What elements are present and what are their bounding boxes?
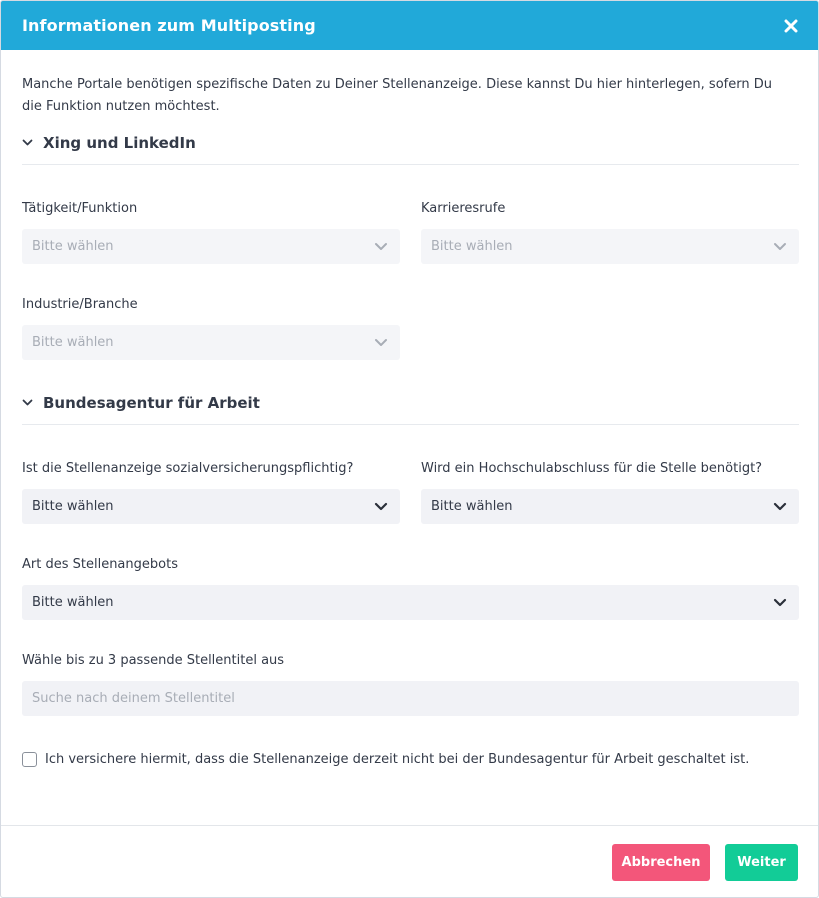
- label-stellentitel: Wähle bis zu 3 passende Stellentitel aus: [22, 653, 285, 668]
- label-stellenangebot: Art des Stellenangebots: [22, 557, 178, 572]
- modal-header: [1, 1, 818, 50]
- chevron-down-icon: [22, 137, 34, 149]
- chevron-down-icon: [773, 239, 789, 255]
- next-button[interactable]: Weiter: [725, 844, 798, 881]
- chevron-down-icon: [773, 595, 789, 611]
- section-header-ba[interactable]: [22, 389, 799, 425]
- chevron-down-icon: [22, 397, 34, 409]
- label-hochschulabschluss: Wird ein Hochschulabschluss für die Stelle benötigt?: [421, 461, 763, 476]
- stellentitel-search-input[interactable]: [22, 681, 799, 716]
- section-title-ba: Bundesagentur für Arbeit: [43, 393, 260, 412]
- select-value: Bitte wählen: [431, 499, 513, 514]
- label-karrieresrufe: Karrieresrufe: [421, 201, 506, 216]
- label-industrie: Industrie/Branche: [22, 297, 138, 312]
- select-taetigkeit[interactable]: [22, 229, 400, 264]
- label-taetigkeit: Tätigkeit/Funktion: [22, 201, 138, 216]
- select-stellenangebot[interactable]: [22, 585, 799, 620]
- select-value: Bitte wählen: [32, 595, 114, 610]
- chevron-down-icon: [374, 335, 390, 351]
- chevron-down-icon: [374, 499, 390, 515]
- select-industrie[interactable]: [22, 325, 400, 360]
- select-value: Bitte wählen: [32, 239, 114, 254]
- chevron-down-icon: [374, 239, 390, 255]
- select-value: Bitte wählen: [431, 239, 513, 254]
- select-karrieresrufe[interactable]: [421, 229, 799, 264]
- select-hochschulabschluss[interactable]: [421, 489, 799, 524]
- intro-text: Manche Portale benötigen spezifische Daten zu Deiner Stellenanzeige. Diese kannst Du hier hinterlegen, sofern Du die Funktion nutzen möchtest.: [22, 77, 772, 114]
- close-icon: [784, 19, 798, 33]
- section-header-xing[interactable]: [22, 129, 799, 165]
- select-value: Bitte wählen: [32, 499, 114, 514]
- section-title-xing: Xing und LinkedIn: [43, 133, 196, 152]
- confirm-label: Ich versichere hiermit, dass die Stellenanzeige derzeit nicht bei der Bundesagentur für Arbeit geschaltet ist.: [45, 752, 750, 767]
- label-sozialversicherung: Ist die Stellenanzeige sozialversicherungspflichtig?: [22, 461, 354, 476]
- modal-title: Informationen zum Multiposting: [22, 16, 316, 35]
- chevron-down-icon: [773, 499, 789, 515]
- confirm-row[interactable]: [22, 752, 749, 767]
- select-sozialversicherung[interactable]: [22, 489, 400, 524]
- confirm-checkbox[interactable]: [22, 752, 37, 767]
- select-value: Bitte wählen: [32, 335, 114, 350]
- cancel-button[interactable]: Abbrechen: [612, 844, 710, 881]
- close-button[interactable]: [782, 17, 800, 35]
- modal-footer: [1, 825, 818, 898]
